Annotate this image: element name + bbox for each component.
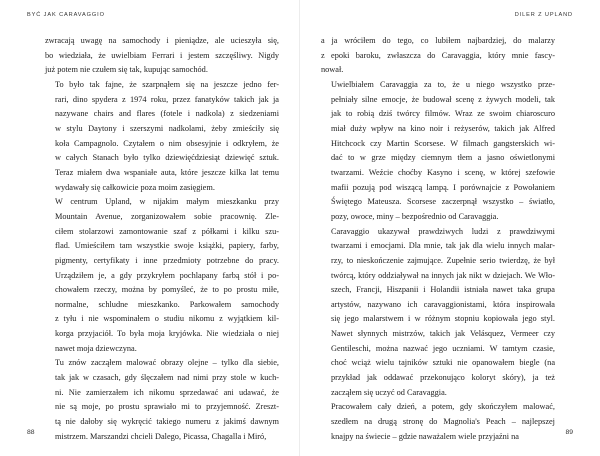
text-line: Caravaggio ukazywał prawdziwych ludzi z prawdziwymi: [331, 226, 555, 236]
text-line: jak to robią dziś twórcy filmów. Wraz ze swoim chiaroscuro: [331, 109, 555, 119]
text-line: wydawały się całkowicie poza moim zasięgiem.: [55, 182, 215, 192]
paragraph: [321, 400, 555, 444]
paragraph: [45, 195, 279, 356]
text-line: koła Campagnolo. Czytałem o nim obsesyjnie i odkryłem, że: [55, 138, 279, 148]
text-line: ciłem stolarzowi zamontowanie szaf z półkami i kilku szu-: [55, 226, 279, 236]
text-line: ni. Nie zamierzałem ich nikomu sprzedawać ani udawać, że: [55, 387, 279, 397]
text-line: pigmenty, certyfikaty i inne przedmioty potrzebne do pracy.: [55, 255, 279, 265]
text-line: już potem nie czułem się tak, kupując samochód.: [45, 65, 208, 75]
text-line: miał duży wpływ na kino noir i reżyserów, takich jak Alfred: [331, 123, 555, 133]
left-body-text: [45, 34, 279, 444]
right-page: [300, 0, 600, 456]
text-line: To było tak fajne, że szarpnąłem się na jeszcze jedno fer-: [55, 79, 279, 89]
text-line: Nawet słynnych mistrzów, takich jak Velásquez, Vermeer czy: [331, 329, 555, 339]
paragraph: [321, 34, 555, 78]
text-line: dać to w grze między ciemnym tłem a jasno oświetlonymi: [331, 153, 555, 163]
text-line: Pracowałem cały dzień, a potem, gdy skończyłem malować,: [331, 402, 555, 412]
text-line: pozy, owoce, miny – bezpośrednio od Caravaggia.: [331, 211, 499, 221]
text-line: normalne, schludne mieszkanko. Parkowałem samochody: [55, 299, 279, 309]
text-line: Teraz miałem dwa wspaniałe auta, które jeszcze kilka lat temu: [55, 167, 279, 177]
text-line: Gentileschi, można nazwać jego uczniami. W tamtym czasie,: [331, 343, 555, 353]
text-line: a ja wróciłem do tego, co lubiłem najbardziej, do malarzy: [321, 36, 555, 45]
text-line: szech, Francji, Hiszpanii i Holandii istniała nawet taka grupa: [331, 285, 555, 295]
right-body-text: [321, 34, 555, 444]
text-line: mistrzem. Marszandzi chcieli Dalego, Picassa, Chagalla i Miró,: [55, 431, 267, 441]
left-running-head: BYĆ JAK CARAVAGGIO: [27, 12, 105, 18]
text-line: z tyłu i nie wspominałem o studiu nikomu z wyjątkiem kil-: [55, 314, 279, 324]
text-line: korga przyjaciół. To była moja kryjówka. Nie wiedziała o niej: [55, 329, 279, 339]
text-line: tak jak w czasach, gdy ślęczałem nad nimi przy stole w kuch-: [55, 373, 279, 383]
text-line: rzy, to nieskończenie zajmujące. Zupełnie serio twierdzę, że był: [331, 255, 555, 265]
text-line: Tu znów zacząłem malować obrazy olejne – tylko dla siebie,: [55, 358, 279, 368]
paragraph: [45, 78, 279, 195]
text-line: knajpy na świecie – gdzie naważalem wiele przyjaźni na: [331, 431, 519, 441]
right-running-head: DILER Z UPLAND: [514, 12, 573, 18]
text-line: choć wciąż wielu tajników sztuki nie opanowałem biegle (na: [331, 358, 555, 368]
text-line: artystów, nazywano ich caravaggionistami, która inspirowała: [331, 299, 555, 309]
left-page-number: 88: [27, 429, 35, 436]
text-line: twórcą, który oddziaływał na innych jak nikt w dziejach. We Wło-: [331, 270, 555, 280]
text-line: nie są moje, po prostu sprawiało mi to przyjemność. Zreszt-: [55, 402, 279, 412]
text-line: mafii pozują pod wiszącą lampą. I porównajcie z Powołaniem: [331, 182, 555, 192]
text-line: Mountain Avenue, zorganizowałem sobie pracownię. Zle-: [55, 211, 279, 221]
text-line: W centrum Upland, w nijakim małym mieszkanku przy: [55, 197, 279, 207]
paragraph: [321, 78, 555, 225]
paragraph: [321, 225, 555, 401]
text-line: szedłem na drugą stronę do Magnolia's Peach – najlepszej: [331, 417, 555, 427]
text-line: w całych Stanach było tylko dziewięćdziesiąt dziewięć sztuk.: [55, 153, 279, 163]
text-line: bo wiedziała, że uwielbiam Ferrari i jestem szczęśliwy. Nigdy: [45, 50, 279, 60]
text-line: z epoki baroku, zwłaszcza do Caravaggia, który mnie fascy-: [321, 50, 555, 60]
text-line: Świętego Mateusza. Scorsese zaczerpnął wszystko – światło,: [331, 197, 555, 207]
text-line: Hitchcock czy Martin Scorsese. W filmach gangsterskich wi-: [331, 138, 555, 148]
text-line: się jego malarstwem i w różnym stopniu kopiowała jego styl.: [331, 314, 555, 324]
text-line: Uwielbiałem Caravaggia za to, że u niego wszystko prze-: [331, 79, 555, 89]
text-line: przykład jak oddawać przekonująco koloryt skóry), ja też: [331, 373, 555, 383]
paragraph: [45, 356, 279, 444]
paragraph: [45, 34, 279, 78]
right-page-number: 89: [565, 429, 573, 436]
text-line: chowałem rzeczy, można by pomyśleć, że to po prostu miłe,: [55, 285, 279, 295]
text-line: rari, dino spydera z 1974 roku, przez fanatyków takich jak ja: [55, 94, 279, 104]
text-line: nował.: [321, 65, 344, 75]
text-line: twarzami i emocjami. Dla mnie, tak jak dla wielu innych malar-: [331, 241, 555, 251]
text-line: flad. Umieściłem tam wszystkie swoje książki, papiery, farby,: [55, 241, 279, 251]
text-line: zacząłem się uczyć od Caravaggia.: [331, 387, 447, 397]
text-line: pełniały silne emocje, że budował scenę z żywych modeli, tak: [331, 94, 555, 104]
text-line: w stylu Daytony i szerszymi nadkolami, żeby zmieściły się: [55, 123, 279, 133]
text-line: zwracają uwagę na samochody i pieniądze, ale ucieszyła się,: [45, 36, 279, 45]
text-line: nawet moja dziewczyna.: [55, 343, 137, 353]
text-line: nazywane chairs and flares (fotele i nadkola) z siedzeniami: [55, 109, 279, 119]
text-line: Urządziłem je, a gdy przykryłem pochlapany farbą stół i po-: [55, 270, 279, 280]
text-line: twarzami. Weźcie choćby Kasyno i scenę, w której szefowie: [331, 167, 555, 177]
text-line: tą nie dałoby się wykręcić takiego numeru z jakimś dawnym: [55, 417, 279, 427]
